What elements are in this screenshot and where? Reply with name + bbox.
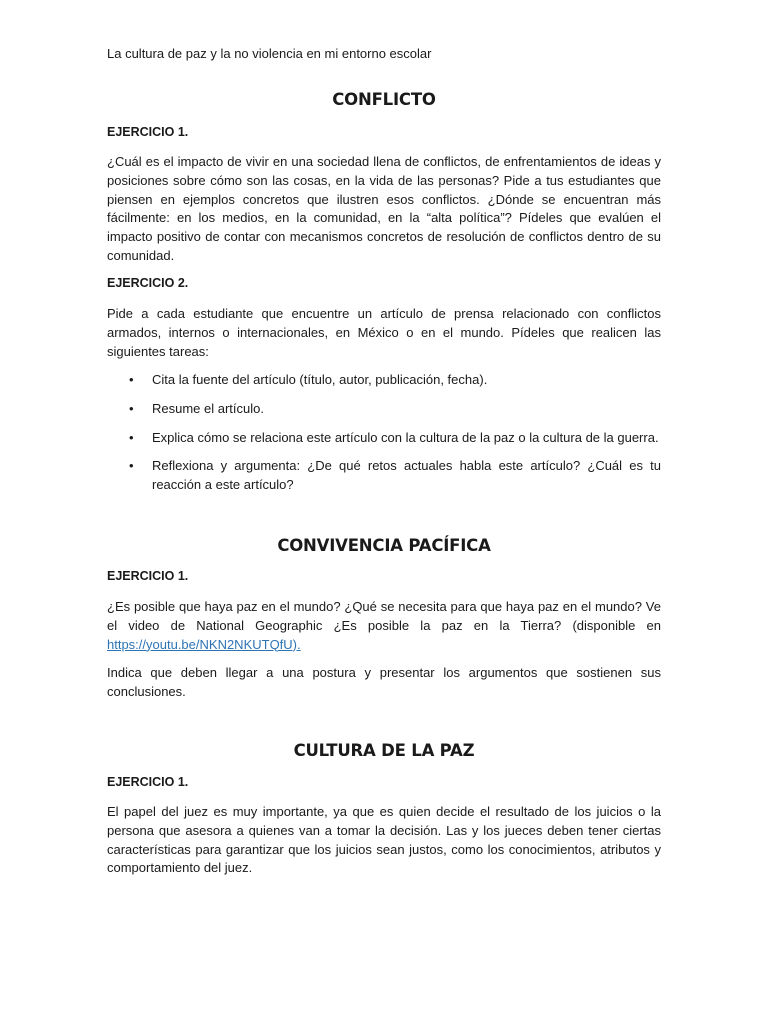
list-item-text: Cita la fuente del artículo (título, autor, publicación, fecha). (152, 372, 488, 387)
list-item (107, 371, 661, 390)
exercise-label: EJERCICIO 1. (107, 125, 189, 139)
exercise-text: ¿Cuál es el impacto de vivir en una sociedad llena de conflictos, de enfrentamientos de ideas y posiciones sobre cómo son las cosas, en la vida de las personas? Pide a tus estudiantes que piensen en ejemplos concretos que ilustren esos conflictos. ¿Dónde se encuentran más fácilmente: en los medios, en la comunidad, en la “alta política”? Pídeles que evalúen el impacto positivo de contar con mecanismos concretos de resolución de conflictos dentro de su comunidad. (107, 154, 661, 263)
exercise-label: EJERCICIO 2. (107, 276, 189, 290)
bullet-icon: • (129, 372, 134, 387)
document-header: La cultura de paz y la no violencia en mi entorno escolar (107, 46, 432, 61)
exercise-text: Pide a cada estudiante que encuentre un artículo de prensa relacionado con conflictos armados, internos o internacionales, en México o en el mundo. Pídeles que realicen las siguientes tareas: (107, 306, 661, 359)
exercise-text: Indica que deben llegar a una postura y presentar los argumentos que sostienen sus conclusiones. (107, 665, 661, 699)
list-item-text: Resume el artículo. (152, 400, 264, 416)
list-item (107, 400, 661, 419)
task-list (107, 371, 661, 495)
section-title-cultura-de-la-paz: CULTURA DE LA PAZ (293, 741, 475, 760)
bullet-icon: • (129, 458, 134, 474)
list-item (107, 429, 661, 448)
exercise-text (107, 598, 661, 654)
exercise-text: El papel del juez es muy importante, ya que es quien decide el resultado de los juicios o la persona que asesora a quienes van a tomar la decisión. Las y los jueces deben tener ciertas características para garantizar que los juicios sean justos, como los conocimientos, atributos y comportamiento del juez. (107, 804, 661, 876)
list-item-text: Reflexiona y argumenta: ¿De qué retos actuales habla este artículo? ¿Cuál es tu reacción a este artículo? (152, 458, 661, 493)
exercise-label: EJERCICIO 1. (107, 569, 189, 583)
bullet-icon: • (129, 400, 134, 416)
section-title-conflicto: CONFLICTO (332, 90, 436, 109)
exercise-label: EJERCICIO 1. (107, 775, 189, 789)
video-link[interactable]: https://youtu.be/NKN2NKUTQfU). (107, 636, 301, 652)
bullet-icon: • (129, 429, 134, 445)
list-item-text: Explica cómo se relaciona este artículo con la cultura de la paz o la cultura de la guerra. (152, 429, 659, 445)
section-title-convivencia-pacifica: CONVIVENCIA PACÍFICA (277, 536, 491, 555)
list-item (107, 457, 661, 495)
exercise-text-part: ¿Es posible que haya paz en el mundo? ¿Qué se necesita para que haya paz en el mundo? Ve el video de National Geographic ¿Es posible la paz en la Tierra? (disponible en (107, 599, 661, 633)
